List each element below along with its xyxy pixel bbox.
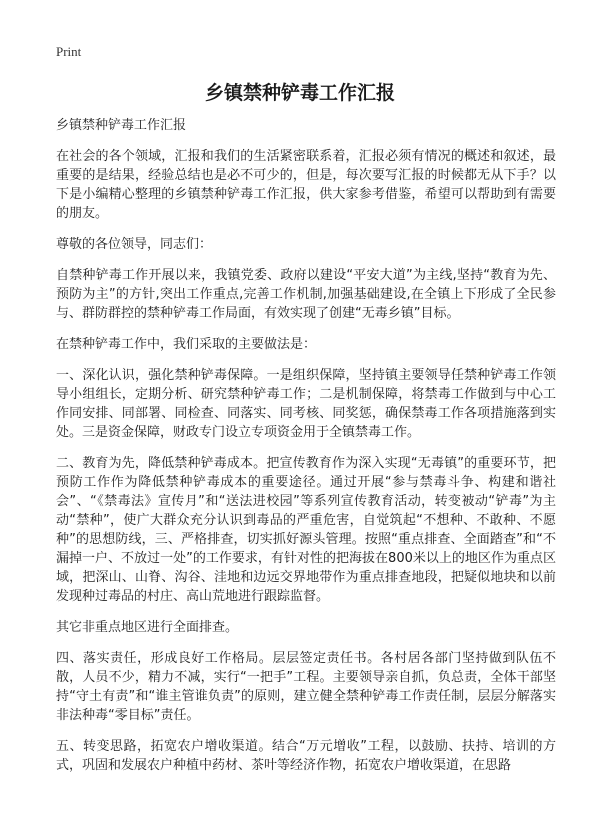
paragraph-section-5: 五、转变思路，拓宽农户增收渠道。结合“万元增收”工程，以鼓励、扶持、培训的方式，巩固和发展农户种植中药材、茶叶等经济作物，拓宽农户增收渠道，在思路	[56, 739, 556, 773]
document-title: 乡镇禁种铲毒工作汇报	[204, 82, 395, 104]
paragraph-salutation: 尊敬的各位领导，同志们：	[56, 237, 213, 252]
print-label: Print	[56, 44, 82, 59]
paragraph-overview: 自禁种铲毒工作开展以来，我镇党委、政府以建设“平安大道”为主线,坚持“教育为先、预防为主”的方针,突出工作重点,完善工作机制,加强基础建设,在全镇上下形成了全民参与、群防群控的禁种铲毒工作局面，有效实现了创建“无毒乡镇”目标。	[56, 268, 556, 321]
paragraph-methods-lead: 在禁种铲毒工作中，我们采取的主要做法是：	[56, 337, 317, 352]
document-body	[56, 116, 556, 787]
paragraph-section-2: 二、教育为先，降低禁种铲毒成本。把宣传教育作为深入实现“无毒镇”的重要环节，把预防工作作为降低禁种铲毒成本的重要途径。通过开展“参与禁毒斗争、构建和谐社会”、“《禁毒法》宣传月”和“送法进校园”等系列宣传教育活动，转变被动“铲毒”为主动“禁种”，使广大群众充分认识到毒品的严重危害，自觉筑起“不想种、不敢种、不愿种”的思想防线，三、严格排查，切实抓好源头管理。按照“重点排查、全面踏查”和“不漏掉一户、不放过一处”的工作要求，有针对性的把海拔在800米以上的地区作为重点区域，把深山、山脊、沟谷、洼地和边远交界地带作为重点排查地段，把疑似地块和以前发现种过毒品的村庄、高山荒地进行跟踪监督。	[56, 456, 556, 604]
paragraph-section-4: 四、落实责任，形成良好工作格局。层层签定责任书。各村居各部门坚持做到队伍不散，人员不少，精力不减，实行“一把手”工程。主要领导亲自抓，负总责，全体干部坚持“守土有责”和“谁主管谁负责”的原则，建立健全禁种铲毒工作责任制，层层分解落实非法种毒“零目标”责任。	[56, 651, 556, 723]
paragraph-subtitle: 乡镇禁种铲毒工作汇报	[56, 118, 187, 133]
paragraph-section-1: 一、深化认识，强化禁种铲毒保障。一是组织保障，坚持镇主要领导任禁种铲毒工作领导小组组长，定期分析、研究禁种铲毒工作；二是机制保障，将禁毒工作做到与中心工作同安排、同部署、同检查、同落实、同考核、同奖惩，确保禁毒工作各项措施落到实处。三是资金保障，财政专门设立专项资金用于全镇禁毒工作。	[56, 368, 556, 440]
paragraph-intro: 在社会的各个领域，汇报和我们的生活紧密联系着，汇报必须有情况的概述和叙述，最重要的是结果，经验总结也是必不可少的，但是，每次要写汇报的时候都无从下手？以下是小编精心整理的乡镇禁种铲毒工作汇报，供大家参考借鉴，希望可以帮助到有需要的朋友。	[56, 149, 556, 221]
paragraph-other-areas: 其它非重点地区进行全面排查。	[56, 620, 239, 635]
